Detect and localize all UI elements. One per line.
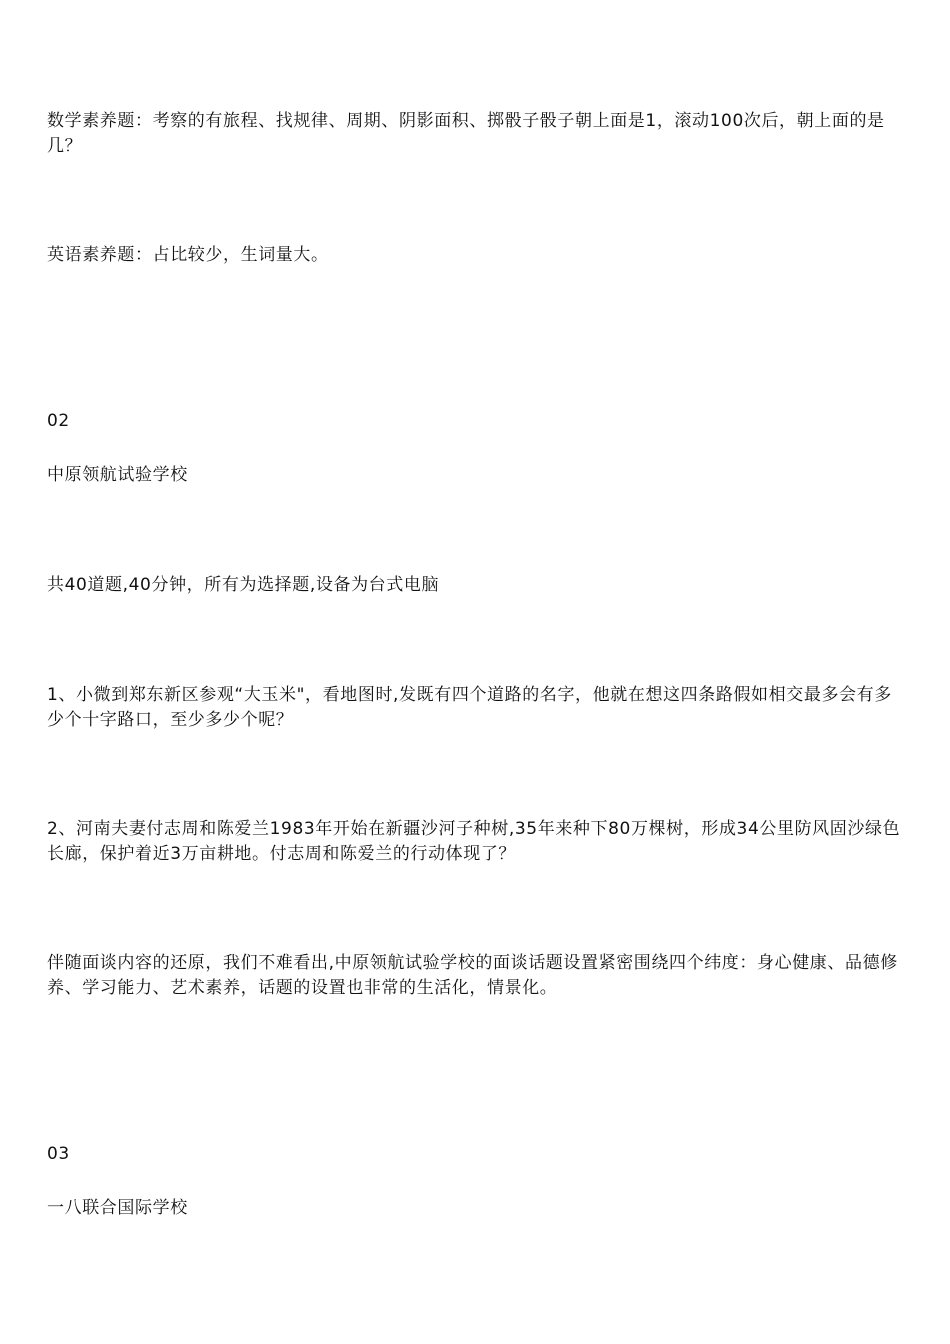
exam-info-paragraph: 共40道题,40分钟，所有为选择题,设备为台式电脑: [47, 575, 440, 595]
school-name-zhongyuan: 中原领航试验学校: [47, 465, 188, 485]
question-2-paragraph: 2、河南夫妻付志周和陈爱兰1983年开始在新疆沙河子种树,35年来种下80万棵树，形成34公里防风固沙绿色长廊，保护着近3万亩耕地。付志周和陈爱兰的行动体现了？: [47, 819, 901, 864]
interview-summary-paragraph: 伴随面谈内容的还原，我们不难看出,中原领航试验学校的面谈话题设置紧密围绕四个纬度：身心健康、品德修养、学习能力、艺术素养，话题的设置也非常的生活化，情景化。: [47, 953, 898, 998]
question-1-paragraph: 1、小微到郑东新区参观“大玉米"，看地图时,发既有四个道路的名字，他就在想这四条路假如相交最多会有多少个十字路口，至少多少个呢？: [47, 685, 892, 730]
section-number-02: 02: [47, 411, 70, 431]
math-literacy-paragraph: 数学素养题：考察的有旅程、找规律、周期、阴影面积、掷骰子骰子朝上面是1，滚动100次后，朝上面的是几？: [47, 111, 885, 156]
section-number-03: 03: [47, 1144, 70, 1164]
english-literacy-paragraph: 英语素养题：占比较少，生词量大。: [47, 245, 329, 265]
school-name-yiba: 一八联合国际学校: [47, 1198, 188, 1218]
